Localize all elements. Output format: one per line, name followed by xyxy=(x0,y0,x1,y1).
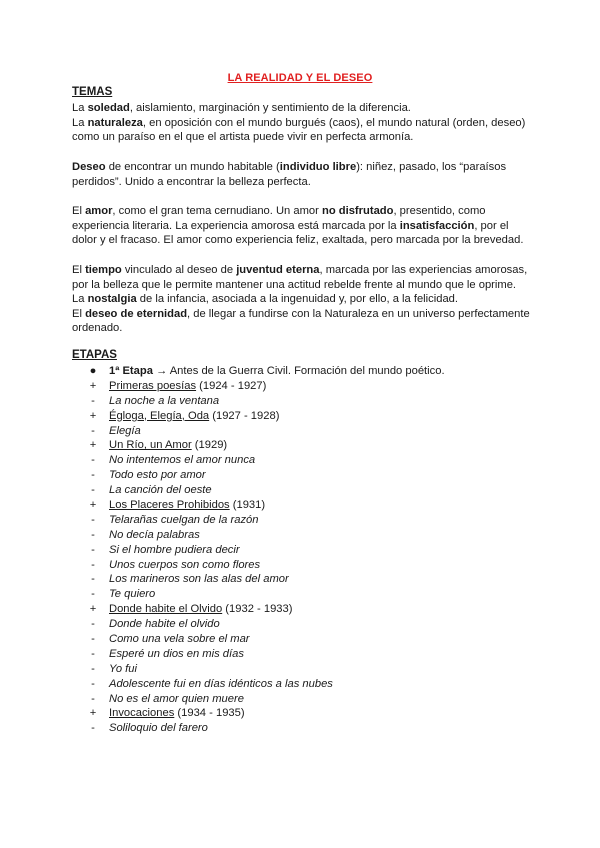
bullet-dash-icon: - xyxy=(91,558,95,571)
poem-title: No es el amor quien muere xyxy=(109,692,244,705)
poem-title: Elegía xyxy=(109,424,141,437)
temas-paragraph-2: Deseo de encontrar un mundo habitable (individuo libre): niñez, pasado, los “paraísos perdidos”. Unido a encontrar la belleza perfecta. xyxy=(72,161,507,188)
book-years: (1927 - 1928) xyxy=(209,409,280,422)
book-years: (1929) xyxy=(191,439,228,452)
poem-title: Adolescente fui en días idénticos a las nubes xyxy=(109,677,333,690)
book-years: (1924 - 1927) xyxy=(196,379,267,392)
bullet-dash-icon: - xyxy=(91,692,95,705)
poem-title: Los marineros son las alas del amor xyxy=(109,573,289,586)
poem-title: Todo esto por amor xyxy=(109,469,206,482)
book-years: (1932 - 1933) xyxy=(222,603,293,616)
book-years: (1931) xyxy=(229,499,266,512)
temas-paragraph-3: El amor, como el gran tema cernudiano. Un amor no disfrutado, presentido, como experiencia literaria. La experiencia amorosa está marcada por la insatisfacción, por el dolor y el fracaso. El amor como experiencia feliz, exaltada, pero marcada por la brevedad. xyxy=(72,205,524,247)
poem-title: Como una vela sobre el mar xyxy=(109,633,250,646)
bullet-dash-icon: - xyxy=(91,424,95,437)
bullet-plus-icon: + xyxy=(89,379,97,392)
poem-title: Esperé un dios en mis días xyxy=(109,647,244,660)
bullet-dash-icon: - xyxy=(91,677,95,690)
bullet-dash-icon: - xyxy=(91,662,95,675)
poem-title: No intentemos el amor nunca xyxy=(109,454,256,467)
poem-title: Si el hombre pudiera decir xyxy=(109,543,240,556)
poem-title: Soliloquio del farero xyxy=(109,722,208,735)
bullet-plus-icon: + xyxy=(89,603,97,616)
bullet-dash-icon: - xyxy=(91,394,95,407)
poem-title: La noche a la ventana xyxy=(109,394,220,407)
bullet-dash-icon: - xyxy=(91,454,95,467)
bullet-dash-icon: - xyxy=(91,618,95,631)
bullet-plus-icon: + xyxy=(89,499,97,512)
bullet-dash-icon: - xyxy=(91,528,95,541)
temas-paragraph-1: La soledad, aislamiento, marginación y sentimiento de la diferencia. La naturaleza, en oposición con el mundo burgués (caos), el mundo natural (orden, deseo) como un paraíso en el que el artista puede vivir en perfecta armonía. xyxy=(72,102,526,144)
book-title: Égloga, Elegía, Oda xyxy=(109,409,210,422)
bullet-dash-icon: - xyxy=(91,484,95,497)
poem-title: Donde habite el olvido xyxy=(109,618,220,631)
bullet-plus-icon: + xyxy=(89,707,97,720)
etapa-description: → Antes de la Guerra Civil. Formación del mundo poético. xyxy=(152,365,445,377)
document-title: LA REALIDAD Y EL DESEO xyxy=(227,72,373,84)
bullet-plus-icon: + xyxy=(89,409,97,422)
bullet-dot-icon: ● xyxy=(89,365,97,377)
temas-paragraph-4: El tiempo vinculado al deseo de juventud eterna, marcada por las experiencias amorosas, por la belleza que le permite mantener una actitud rebelde frente al mundo que le oprime. La nostalgia de la infancia, asociada a la ingenuidad y, por ello, a la felicidad. El deseo de eternidad, de llegar a fundirse con la Naturaleza en un universo perfectamente ordenado. xyxy=(72,264,530,335)
poem-title: No decía palabras xyxy=(109,528,200,541)
temas-heading: TEMAS xyxy=(72,86,113,98)
poem-title: Yo fui xyxy=(109,662,137,675)
poem-title: Te quiero xyxy=(109,588,156,601)
bullet-dash-icon: - xyxy=(91,573,95,586)
etapas-heading: ETAPAS xyxy=(72,349,117,361)
poem-title: La canción del oeste xyxy=(109,484,212,497)
etapa-label: 1ª Etapa xyxy=(109,365,153,377)
book-title: Invocaciones xyxy=(109,707,175,720)
bullet-dash-icon: - xyxy=(91,722,95,735)
book-years: (1934 - 1935) xyxy=(174,707,245,720)
poem-title: Unos cuerpos son como flores xyxy=(109,558,261,571)
bullet-dash-icon: - xyxy=(91,647,95,660)
book-title: Primeras poesías xyxy=(109,379,197,392)
bullet-dash-icon: - xyxy=(91,543,95,556)
bullet-dash-icon: - xyxy=(91,469,95,482)
book-title: Un Río, un Amor xyxy=(109,439,192,452)
book-title: Los Placeres Prohibidos xyxy=(109,499,230,512)
bullet-dash-icon: - xyxy=(91,633,95,646)
bullet-dash-icon: - xyxy=(91,588,95,601)
bullet-dash-icon: - xyxy=(91,513,95,526)
book-title: Donde habite el Olvido xyxy=(109,603,223,616)
poem-title: Telarañas cuelgan de la razón xyxy=(109,513,259,526)
bullet-plus-icon: + xyxy=(89,439,97,452)
